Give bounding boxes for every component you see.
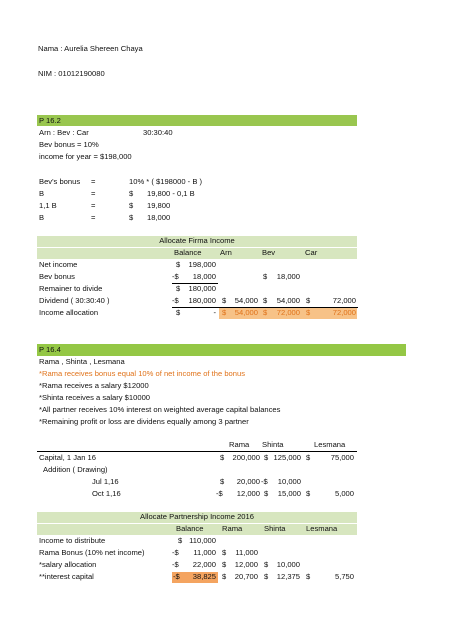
cell-currency: $ — [222, 296, 227, 305]
cell-value: 200,000 — [232, 453, 260, 462]
cell-currency: $ — [306, 308, 311, 317]
cell-value: 12,000 — [234, 560, 258, 569]
cell-value: 20,700 — [234, 572, 258, 581]
cell-currency: $ — [306, 296, 311, 305]
note-item: *Rama receives bonus equal 10% of net income of the bonus — [39, 369, 246, 378]
calc-value: 18,000 — [147, 213, 171, 222]
col-header-rama: Rama — [222, 524, 243, 533]
cell-value: 38,825 — [192, 572, 216, 581]
cell-value: 12,000 — [236, 489, 260, 498]
cell-currency: $ — [222, 560, 227, 569]
table-row-label: Addition ( Drawing) — [43, 465, 108, 474]
calc-eq: = — [91, 189, 96, 198]
col-header-lesmana: Lesmana — [306, 524, 338, 533]
header-rule — [37, 451, 357, 452]
cell-value: 12,375 — [276, 572, 300, 581]
calc-currency: $ — [129, 201, 134, 210]
table-row-label: Oct 1,16 — [92, 489, 121, 498]
cell-value: 180,000 — [188, 296, 216, 305]
note-item: *All partner receives 10% interest on weighted average capital balances — [39, 405, 281, 414]
student-nim: NIM : 01012190080 — [38, 69, 105, 78]
calc-eq: = — [91, 201, 96, 210]
section-title-p162: P 16.2 — [39, 116, 61, 125]
cell-currency: $ — [264, 453, 269, 462]
cell-currency: -$ — [261, 477, 268, 486]
cell-currency: $ — [264, 572, 269, 581]
calc-value: 19,800 — [147, 201, 171, 210]
calc-label: B — [39, 189, 45, 198]
cell-currency: $ — [306, 489, 311, 498]
cell-value: 22,000 — [192, 560, 216, 569]
cell-value: 5,000 — [334, 489, 354, 498]
calc-eq: = — [91, 177, 96, 186]
cell-currency: $ — [178, 536, 183, 545]
income-text: income for year = $198,000 — [39, 152, 132, 161]
cell-currency: $ — [176, 284, 181, 293]
calc-currency: $ — [129, 213, 134, 222]
table-title: Allocate Firma Income — [159, 236, 235, 245]
cell-currency: $ — [306, 453, 311, 462]
table-row-label: Net income — [39, 260, 78, 269]
cell-value: 125,000 — [273, 453, 301, 462]
col-header-shinta: Shinta — [264, 524, 286, 533]
cell-value: 54,000 — [234, 296, 258, 305]
cell-currency: -$ — [172, 296, 179, 305]
cell-value: 198,000 — [188, 260, 216, 269]
cell-currency: -$ — [172, 548, 179, 557]
cell-currency: $ — [263, 296, 268, 305]
cell-value: - — [213, 308, 216, 317]
cell-currency: $ — [220, 477, 225, 486]
cell-currency: -$ — [173, 572, 180, 581]
col-header-arn: Arn — [220, 248, 232, 257]
calc-label: Bev's bonus — [39, 177, 81, 186]
cell-value: 180,000 — [188, 284, 216, 293]
ratio-value: 30:30:40 — [143, 128, 173, 137]
cell-value: 18,000 — [192, 272, 216, 281]
col-header-lesmana: Lesmana — [314, 440, 346, 449]
cell-currency: $ — [306, 572, 311, 581]
col-header-rama: Rama — [229, 440, 250, 449]
cell-value: 110,000 — [189, 536, 216, 545]
section-band-p162 — [37, 115, 357, 126]
student-name: Nama : Aurelia Shereen Chaya — [38, 44, 143, 53]
table-row-label: Bev bonus — [39, 272, 75, 281]
calc-currency: $ — [129, 189, 134, 198]
cell-currency: $ — [220, 453, 225, 462]
cell-value: 72,000 — [276, 308, 300, 317]
cell-value: 5,750 — [334, 572, 354, 581]
cell-value: 54,000 — [276, 296, 300, 305]
cell-currency: $ — [222, 308, 227, 317]
table-row-label: Dividend ( 30:30:40 ) — [39, 296, 110, 305]
cell-currency: $ — [222, 572, 227, 581]
cell-value: 20,000 — [236, 477, 260, 486]
note-item: *Rama receives a salary $12000 — [39, 381, 149, 390]
cell-currency: $ — [263, 308, 268, 317]
partners-text: Rama , Shinta , Lesmana — [39, 357, 125, 366]
cell-value: 11,000 — [235, 548, 258, 557]
cell-value: 10,000 — [276, 560, 300, 569]
table-row-label: Rama Bonus (10% net income) — [39, 548, 145, 557]
table-row-label: *salary allocation — [39, 560, 97, 569]
note-item: *Shinta receives a salary $10000 — [39, 393, 151, 402]
cell-currency: -$ — [216, 489, 223, 498]
calc-label: 1,1 B — [39, 201, 57, 210]
col-header-bev: Bev — [262, 248, 276, 257]
cell-currency: -$ — [172, 272, 179, 281]
calc-label: B — [39, 213, 45, 222]
cell-value: 11,000 — [193, 548, 216, 557]
table-title: Allocate Partnership Income 2016 — [140, 512, 254, 521]
col-header-car: Car — [305, 248, 318, 257]
cell-currency: $ — [264, 560, 269, 569]
col-header-shinta: Shinta — [262, 440, 284, 449]
ratio-label: Arn : Bev : Car — [39, 128, 89, 137]
cell-value: 10,000 — [277, 477, 301, 486]
note-item: *Remaining profit or loss are dividens equally among 3 partner — [39, 417, 249, 426]
col-header-balance: Balance — [174, 248, 202, 257]
table-row-label: **interest capital — [39, 572, 94, 581]
cell-currency: $ — [263, 272, 268, 281]
table-row-label: Jul 1,16 — [92, 477, 119, 486]
cell-currency: $ — [264, 489, 269, 498]
cell-currency: $ — [176, 308, 181, 317]
section-band-p164 — [37, 344, 406, 356]
cell-currency: $ — [222, 548, 227, 557]
cell-value: 18,000 — [276, 272, 300, 281]
bonus-text: Bev bonus = 10% — [39, 140, 99, 149]
table-row-label: Remainer to divide — [39, 284, 103, 293]
cell-value: 54,000 — [234, 308, 258, 317]
cell-value: 72,000 — [332, 308, 356, 317]
calc-eq: = — [91, 213, 96, 222]
calc-value: 10% * ( $198000 - B ) — [129, 177, 203, 186]
cell-currency: $ — [176, 260, 181, 269]
table-row-label: Income allocation — [39, 308, 99, 317]
cell-value: 72,000 — [332, 296, 356, 305]
cell-value: 15,000 — [277, 489, 301, 498]
section-title-p164: P 16.4 — [39, 345, 61, 354]
cell-currency: -$ — [172, 560, 179, 569]
calc-value: 19,800 - 0,1 B — [147, 189, 195, 198]
col-header-balance: Balance — [176, 524, 204, 533]
table-row-label: Income to distribute — [39, 536, 106, 545]
cell-value: 75,000 — [330, 453, 354, 462]
table-row-label: Capital, 1 Jan 16 — [39, 453, 96, 462]
